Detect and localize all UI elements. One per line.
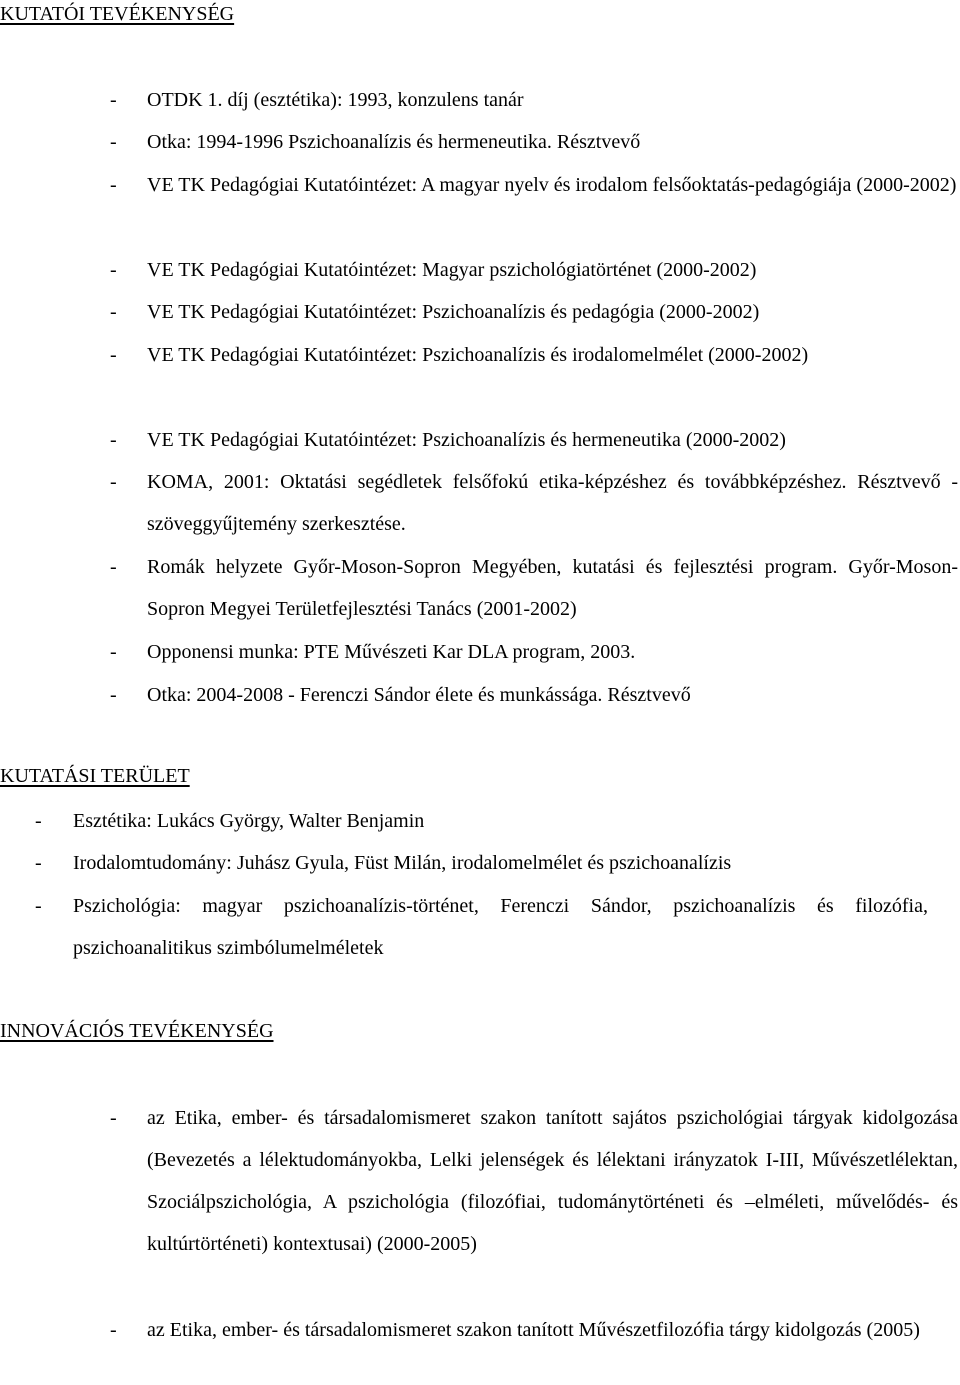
list-item-text: VE TK Pedagógiai Kutatóintézet: Pszichoanalízis és irodalomelmélet (2000-2002) — [147, 344, 809, 366]
bullet-dash: - — [35, 895, 42, 917]
list-item — [110, 674, 958, 716]
bullet-dash: - — [110, 131, 117, 153]
list-item — [110, 121, 958, 163]
list-item-text: VE TK Pedagógiai Kutatóintézet: Pszichoanalízis és hermeneutika (2000-2002) — [147, 429, 786, 451]
section-heading-kutatasi-terulet: KUTATÁSI TERÜLET — [0, 765, 190, 787]
list-item-text: KOMA, 2001: Oktatási segédletek felsőfokú etika-képzéshez és továbbképzéshez. Résztvevő - szöveggyűjtemény szerkesztése. — [147, 471, 958, 535]
list-item — [110, 1309, 958, 1351]
section-heading-kutatoi-tevekenyseg: KUTATÓI TEVÉKENYSÉG — [0, 3, 235, 25]
bullet-dash: - — [35, 810, 42, 832]
list-item — [110, 1097, 958, 1265]
bullet-dash: - — [110, 684, 117, 706]
bullet-dash: - — [110, 556, 117, 578]
list-item-text: Romák helyzete Győr-Moson-Sopron Megyében, kutatási és fejlesztési program. Győr-Moson-Sopron Megyei Területfejlesztési Tanács (2001-2002) — [147, 556, 958, 620]
bullet-dash: - — [110, 471, 117, 493]
list-item-text: VE TK Pedagógiai Kutatóintézet: A magyar nyelv és irodalom felsőoktatás-pedagógiája (2000-2002) — [147, 174, 957, 196]
list-item — [36, 885, 928, 969]
list-item-text: Esztétika: Lukács György, Walter Benjamin — [73, 810, 425, 832]
list-item-text: Opponensi munka: PTE Művészeti Kar DLA program, 2003. — [147, 641, 636, 663]
list-item-text: Otka: 2004-2008 - Ferenczi Sándor élete és munkássága. Résztvevő — [147, 684, 691, 706]
list-item — [110, 419, 958, 461]
list-item — [110, 291, 958, 333]
list-item-text: VE TK Pedagógiai Kutatóintézet: Pszichoanalízis és pedagógia (2000-2002) — [147, 301, 760, 323]
list-item-text: Irodalomtudomány: Juhász Gyula, Füst Milán, irodalomelmélet és pszichoanalízis — [73, 852, 732, 874]
list-item — [110, 546, 958, 630]
bullet-dash: - — [110, 301, 117, 323]
bullet-dash: - — [110, 1319, 117, 1341]
list-item — [110, 334, 958, 376]
list-item — [110, 164, 958, 206]
bullet-dash: - — [110, 89, 117, 111]
section-heading-innovacios-tevekenyseg: INNOVÁCIÓS TEVÉKENYSÉG — [0, 1020, 274, 1042]
list-item — [36, 800, 928, 842]
bullet-dash: - — [110, 259, 117, 281]
list-item-text: Pszichológia: magyar pszichoanalízis-történet, Ferenczi Sándor, pszichoanalízis és filozófia, pszichoanalitikus szimbólumelméletek — [73, 895, 928, 959]
list-item-text: VE TK Pedagógiai Kutatóintézet: Magyar pszichológiatörténet (2000-2002) — [147, 259, 757, 281]
list-item — [36, 842, 928, 884]
list-item — [110, 631, 958, 673]
list-item-text: az Etika, ember- és társadalomismeret szakon tanított Művészetfilozófia tárgy kidolgozás (2005) — [147, 1319, 920, 1341]
bullet-dash: - — [110, 344, 117, 366]
list-item-text: Otka: 1994-1996 Pszichoanalízis és hermeneutika. Résztvevő — [147, 131, 641, 153]
list-item — [110, 249, 958, 291]
list-item — [110, 461, 958, 545]
list-item-text: OTDK 1. díj (esztétika): 1993, konzulens tanár — [147, 89, 524, 111]
bullet-dash: - — [110, 174, 117, 196]
bullet-dash: - — [110, 641, 117, 663]
list-item-text: az Etika, ember- és társadalomismeret szakon tanított sajátos pszichológiai tárgyak kidolgozása (Bevezetés a lélektudományokba, Lelki jelenségek és lélektani irányzatok I-III, Művészetlélektan, Szociálpszichológia, A pszichológia (filozófiai, tudománytörténeti és –elméleti, művelődés- és kultúrtörténeti) kontextusai) (2000-2005) — [147, 1107, 958, 1255]
bullet-dash: - — [110, 1107, 117, 1129]
bullet-dash: - — [35, 852, 42, 874]
bullet-dash: - — [110, 429, 117, 451]
list-item — [110, 79, 958, 121]
